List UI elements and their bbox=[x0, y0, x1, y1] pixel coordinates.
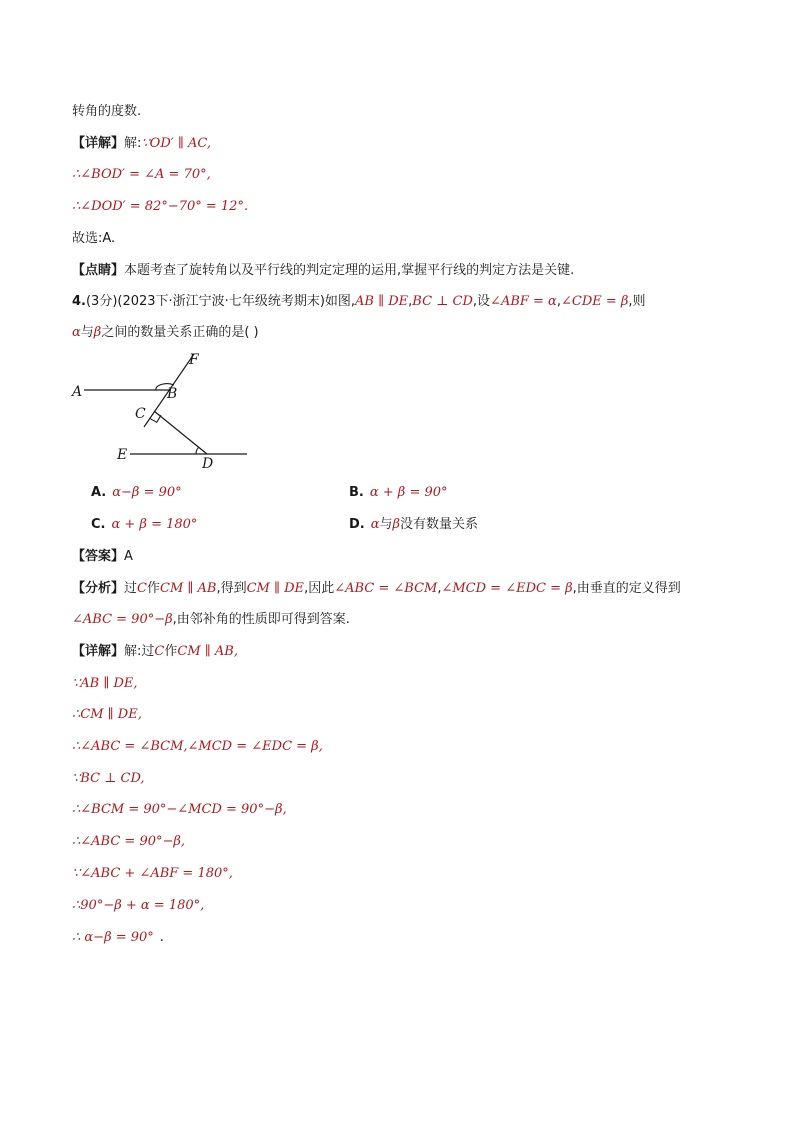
label-c: C bbox=[135, 406, 146, 422]
geometry-figure bbox=[66, 346, 266, 476]
analysis-line-2: ∠ABC = 90°−β,由邻补角的性质即可得到答案. bbox=[72, 612, 350, 627]
math-line: ∴∠ABC = ∠BCM,∠MCD = ∠EDC = β, bbox=[72, 739, 323, 754]
math-line: ∵BC ⊥ CD, bbox=[72, 771, 145, 786]
option-d[interactable]: D. α与β没有数量关系 bbox=[349, 517, 479, 532]
math-line: ∴∠DOD′ = 82°−70° = 12°. bbox=[72, 199, 249, 214]
label-b: B bbox=[167, 386, 178, 402]
text-line: 转角的度数. bbox=[72, 104, 142, 119]
label-d: D bbox=[202, 456, 214, 472]
option-b[interactable]: B. α + β = 90° bbox=[349, 485, 448, 500]
math-line: ∴∠ABC = 90°−β, bbox=[72, 834, 186, 849]
option-a[interactable]: A. α−β = 90° bbox=[91, 485, 182, 500]
answer-line: 【答案】A bbox=[72, 549, 133, 564]
option-c[interactable]: C. α + β = 180° bbox=[91, 517, 198, 532]
math-line: ∵∠ABC + ∠ABF = 180°, bbox=[72, 866, 233, 881]
comment-line: 【点睛】本题考查了旋转角以及平行线的判定定理的运用,掌握平行线的判定方法是关键. bbox=[72, 263, 575, 278]
detail-line: 【详解】解:过C作CM ∥ AB, bbox=[72, 644, 238, 659]
analysis-line-1: 【分析】过C作CM ∥ AB,得到CM ∥ DE,因此∠ABC = ∠BCM,∠MCD = ∠EDC = β,由垂直的定义得到 bbox=[72, 581, 681, 596]
conclusion-line: ∴ α−β = 90° . bbox=[72, 930, 164, 945]
math-line: ∴∠BOD′ = ∠A = 70°, bbox=[72, 167, 211, 182]
math-line: ∵AB ∥ DE, bbox=[72, 676, 138, 691]
math-line: ∴CM ∥ DE, bbox=[72, 707, 142, 722]
detail-line: 【详解】解:∵OD′ ∥ AC, bbox=[72, 136, 211, 151]
choice-line: 故选:A. bbox=[72, 231, 116, 246]
label-f: F bbox=[189, 352, 199, 368]
math-line: ∴90°−β + α = 180°, bbox=[72, 898, 205, 913]
angle-arc-d bbox=[196, 447, 199, 454]
label-a: A bbox=[72, 384, 83, 400]
label-e: E bbox=[117, 447, 128, 463]
math-line: ∴∠BCM = 90°−∠MCD = 90°−β, bbox=[72, 802, 287, 817]
question-4-line-2: α与β之间的数量关系正确的是( ) bbox=[72, 325, 259, 340]
question-4-line-1: 4.(3分)(2023下·浙江宁波·七年级统考期末)如图,AB ∥ DE,BC ⊥ CD,设∠ABF = α,∠CDE = β,则 bbox=[72, 294, 646, 309]
